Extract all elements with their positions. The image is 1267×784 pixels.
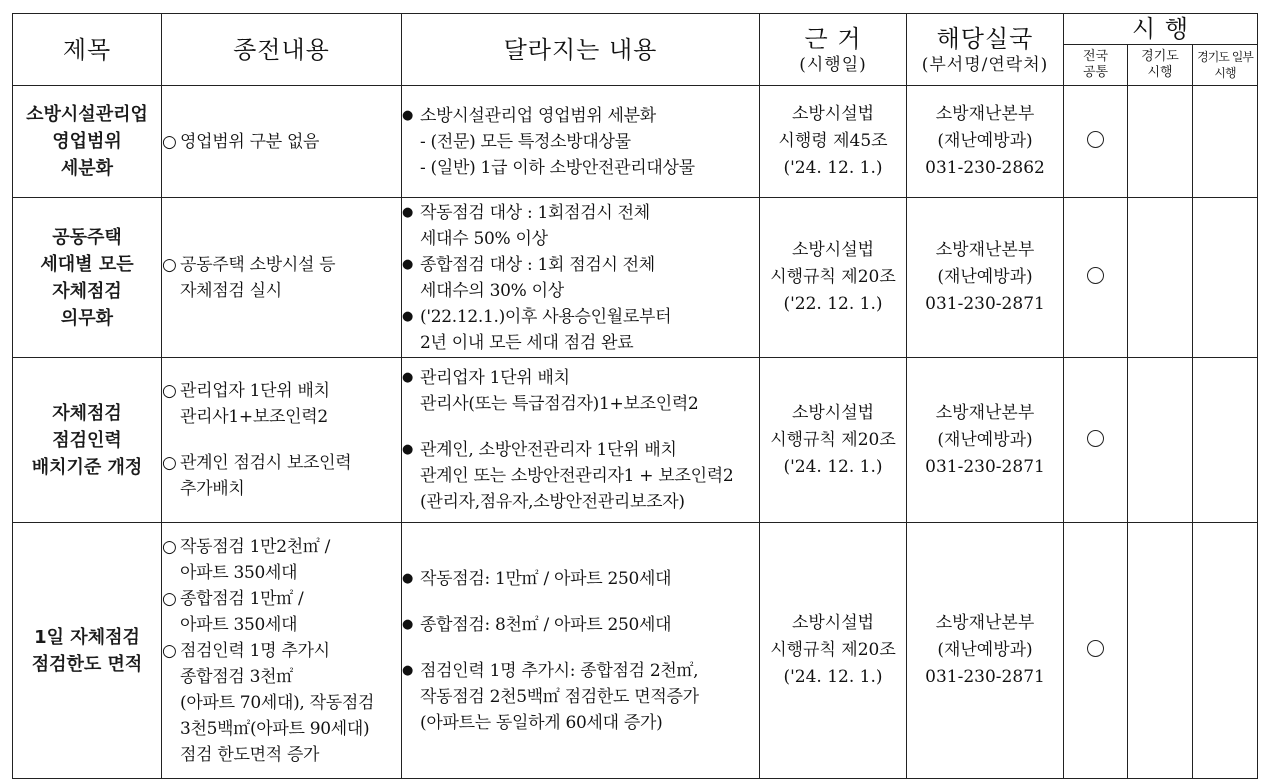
table-row: [13, 86, 1258, 198]
text-line: 아파트 350세대: [180, 562, 298, 583]
row-title-line: 영업범위: [52, 131, 122, 152]
impl-national-cell: [1064, 86, 1128, 198]
impl-gyeonggi-cell: [1128, 86, 1193, 198]
dept-line: (재난예방과): [937, 131, 1033, 151]
row-title-line: 세대별 모든: [40, 253, 134, 275]
row-title-line: 소방시설관리업: [26, 104, 148, 125]
text-line: 종합점검 1만㎡ /: [180, 588, 304, 609]
circle-mark-icon: [1087, 267, 1104, 284]
row-title-line: 점검한도 면적: [31, 653, 143, 675]
text-line: 관리사1+보조인력2: [180, 407, 328, 427]
table-row: [13, 523, 1258, 779]
basis-line: 시행령 제45조: [778, 131, 888, 151]
changes-content: [402, 358, 760, 523]
header-gyeonggi: 경기도 시행: [1128, 45, 1193, 86]
text-line: ('22.12.1.)이후 사용승인월로부터: [420, 306, 672, 327]
text-line: 점검 한도면적 증가: [180, 744, 320, 765]
circle-bullet-icon: ○: [162, 453, 177, 473]
text-line: (아파트는 동일하게 60세대 증가): [420, 712, 663, 733]
text-line: 영업범위 구분 없음: [180, 131, 320, 152]
row-title-line: 1일 자체점검: [34, 626, 140, 648]
header-changes: 달라지는 내용: [402, 14, 760, 86]
text-line: 세대수 50% 이상: [420, 228, 548, 249]
impl-gyeonggi-cell: [1128, 358, 1193, 523]
list-item: [162, 450, 401, 502]
basis-cell: [760, 523, 907, 779]
list-item: [402, 129, 759, 181]
dept-line: 소방재난본부: [935, 613, 1035, 633]
text-line: 종합점검 3천㎡: [180, 666, 293, 687]
policy-change-table: [12, 13, 1258, 779]
header-basis-sub: (시행일): [799, 54, 867, 75]
text-line: 작동점검: 1만㎡ / 아파트 250세대: [420, 568, 672, 589]
basis-cell: [760, 358, 907, 523]
basis-line: 시행규칙 제20조: [770, 640, 896, 660]
impl-gyeonggi-cell: [1128, 523, 1193, 779]
changes-content: [402, 86, 760, 198]
basis-line: ('24. 12. 1.): [783, 456, 883, 477]
basis-line: 소방시설법: [791, 613, 875, 633]
basis-line: ('24. 12. 1.): [783, 158, 883, 178]
text-line: 공동주택 소방시설 등: [180, 254, 336, 275]
changes-content: [402, 198, 760, 358]
row-title-line: 점검인력: [52, 429, 122, 451]
text-line: - (전문) 모든 특정소방대상물: [420, 131, 631, 152]
text-line: 종합점검: 8천㎡ / 아파트 250세대: [420, 614, 672, 635]
list-item: [402, 566, 759, 592]
header-basis: [760, 14, 907, 86]
dept-line: (재난예방과): [937, 267, 1033, 287]
bullet-icon: ●: [402, 616, 414, 632]
basis-line: 소방시설법: [791, 240, 875, 260]
item-gap: [402, 592, 759, 612]
list-item-text: [180, 586, 401, 638]
impl-partial-cell: [1193, 523, 1258, 779]
basis-line: ('24. 12. 1.): [783, 667, 883, 687]
list-item: [162, 586, 401, 638]
list-item-text: [420, 103, 759, 129]
header-implementation: 시 행: [1064, 14, 1258, 45]
list-item-text: [420, 566, 759, 592]
text-line: 관계인 점검시 보조인력: [180, 453, 352, 473]
dept-line: (재난예방과): [937, 640, 1033, 660]
bullet-icon: ●: [402, 107, 414, 123]
list-item-text: [180, 129, 401, 155]
table-row: [13, 198, 1258, 358]
text-line: 자체점검 실시: [180, 280, 282, 301]
impl-national-cell: [1064, 523, 1128, 779]
indent-space: [402, 129, 420, 181]
dept-line: 031-230-2871: [925, 456, 1045, 477]
row-title-line: 공동주택: [52, 226, 122, 248]
impl-national-cell: [1064, 198, 1128, 358]
impl-gyeonggi-cell: [1128, 198, 1193, 358]
basis-line: 소방시설법: [791, 402, 875, 423]
bullet-icon: ●: [402, 204, 414, 220]
list-item-text: [180, 252, 401, 304]
current-content: [162, 523, 402, 779]
text-line: 관리업자 1단위 배치: [180, 381, 330, 401]
text-line: 작동점검 2천5백㎡ 점검한도 면적증가: [420, 686, 699, 707]
impl-partial-cell: [1193, 86, 1258, 198]
list-item-text: [180, 534, 401, 586]
list-item-text: [420, 437, 759, 515]
circle-bullet-icon: ○: [162, 588, 177, 609]
text-line: - (일반) 1급 이하 소방안전관리대상물: [420, 157, 695, 178]
basis-cell: [760, 86, 907, 198]
list-item: [402, 304, 759, 356]
circle-bullet-icon: ○: [162, 536, 177, 557]
text-line: 관계인, 소방안전관리자 1단위 배치: [420, 440, 677, 460]
dept-cell: [907, 523, 1064, 779]
basis-line: 시행규칙 제20조: [770, 267, 896, 287]
list-item: [162, 129, 401, 155]
header-dept-sub: (부서명/연락처): [921, 54, 1049, 75]
bullet-icon: ●: [402, 662, 414, 678]
bullet-icon: ●: [402, 442, 414, 457]
current-content: [162, 86, 402, 198]
row-title: [13, 198, 162, 358]
list-item: [162, 534, 401, 586]
header-title: 제목: [13, 14, 162, 86]
list-item: [162, 378, 401, 430]
text-line: 추가배치: [180, 479, 245, 499]
impl-national-cell: [1064, 358, 1128, 523]
basis-line: ('22. 12. 1.): [783, 294, 883, 314]
text-line: 점검인력 1명 추가시: 종합점검 2천㎡,: [420, 660, 699, 681]
list-item-text: [420, 365, 759, 417]
header-basis-main: 근 거: [804, 24, 862, 53]
dept-line: (재난예방과): [937, 429, 1033, 450]
bullet-icon: ●: [402, 570, 414, 586]
item-gap: [402, 417, 759, 437]
basis-line: 시행규칙 제20조: [770, 429, 896, 450]
current-content: [162, 358, 402, 523]
dept-cell: [907, 86, 1064, 198]
header-partial: 경기도 일부시행: [1193, 45, 1258, 86]
list-item: [402, 103, 759, 129]
row-title-line: 자체점검: [52, 280, 122, 302]
list-item-text: [180, 638, 401, 768]
row-title: [13, 523, 162, 779]
bullet-icon: ●: [402, 308, 414, 324]
table-row: [13, 358, 1258, 523]
circle-bullet-icon: ○: [162, 381, 177, 401]
dept-line: 소방재난본부: [935, 402, 1035, 423]
dept-line: 소방재난본부: [935, 104, 1035, 124]
list-item: [402, 437, 759, 515]
list-item-text: [420, 658, 759, 736]
list-item-text: [420, 304, 759, 356]
list-item-text: [180, 378, 401, 430]
dept-line: 031-230-2871: [925, 294, 1045, 314]
list-item-text: [420, 612, 759, 638]
list-item-text: [420, 252, 759, 304]
list-item-text: [180, 450, 401, 502]
bullet-icon: ●: [402, 370, 414, 385]
item-gap: [162, 430, 401, 450]
row-title-line: 배치기준 개정: [31, 456, 143, 478]
list-item: [402, 658, 759, 736]
row-title-line: 세분화: [60, 158, 114, 179]
text-line: 관계인 또는 소방안전관리자1 + 보조인력2: [420, 466, 734, 486]
text-line: 관리사(또는 특급점검자)1+보조인력2: [420, 394, 699, 414]
impl-partial-cell: [1193, 198, 1258, 358]
text-line: 작동점검 대상 : 1회점검시 전체: [420, 202, 650, 223]
row-title: [13, 86, 162, 198]
basis-line: 소방시설법: [791, 104, 875, 124]
dept-line: 031-230-2862: [925, 158, 1045, 178]
circle-mark-icon: [1087, 640, 1104, 657]
row-title-line: 의무화: [60, 307, 114, 329]
circle-bullet-icon: ○: [162, 131, 177, 152]
circle-bullet-icon: ○: [162, 254, 177, 275]
text-line: (아파트 70세대), 작동점검: [180, 692, 375, 713]
header-national: 전국 공통: [1064, 45, 1128, 86]
text-line: 점검인력 1명 추가시: [180, 640, 330, 661]
circle-bullet-icon: ○: [162, 640, 177, 661]
text-line: 3천5백㎡(아파트 90세대): [180, 718, 370, 739]
header-dept: [907, 14, 1064, 86]
row-title-line: 자체점검: [52, 402, 122, 424]
list-item: [162, 638, 401, 768]
text-line: 2년 이내 모든 세대 점검 완료: [420, 332, 634, 353]
circle-mark-icon: [1087, 131, 1104, 148]
dept-cell: [907, 358, 1064, 523]
list-item: [402, 612, 759, 638]
list-item: [162, 252, 401, 304]
changes-content: [402, 523, 760, 779]
text-line: 관리업자 1단위 배치: [420, 368, 570, 388]
item-gap: [402, 638, 759, 658]
bullet-icon: ●: [402, 256, 414, 272]
row-title: [13, 358, 162, 523]
list-item-text: [420, 129, 759, 181]
dept-cell: [907, 198, 1064, 358]
list-item: [402, 200, 759, 252]
basis-cell: [760, 198, 907, 358]
list-item: [402, 252, 759, 304]
circle-mark-icon: [1087, 430, 1104, 447]
dept-line: 031-230-2871: [925, 667, 1045, 687]
text-line: 종합점검 대상 : 1회 점검시 전체: [420, 254, 655, 275]
dept-line: 소방재난본부: [935, 240, 1035, 260]
text-line: 아파트 350세대: [180, 614, 298, 635]
header-dept-main: 해당실국: [936, 24, 1034, 53]
text-line: (관리자,점유자,소방안전관리보조자): [420, 492, 685, 512]
text-line: 세대수의 30% 이상: [420, 280, 564, 301]
current-content: [162, 198, 402, 358]
list-item: [402, 365, 759, 417]
impl-partial-cell: [1193, 358, 1258, 523]
list-item-text: [420, 200, 759, 252]
text-line: 작동점검 1만2천㎡ /: [180, 536, 331, 557]
text-line: 소방시설관리업 영업범위 세분화: [420, 105, 656, 126]
header-current: 종전내용: [162, 14, 402, 86]
